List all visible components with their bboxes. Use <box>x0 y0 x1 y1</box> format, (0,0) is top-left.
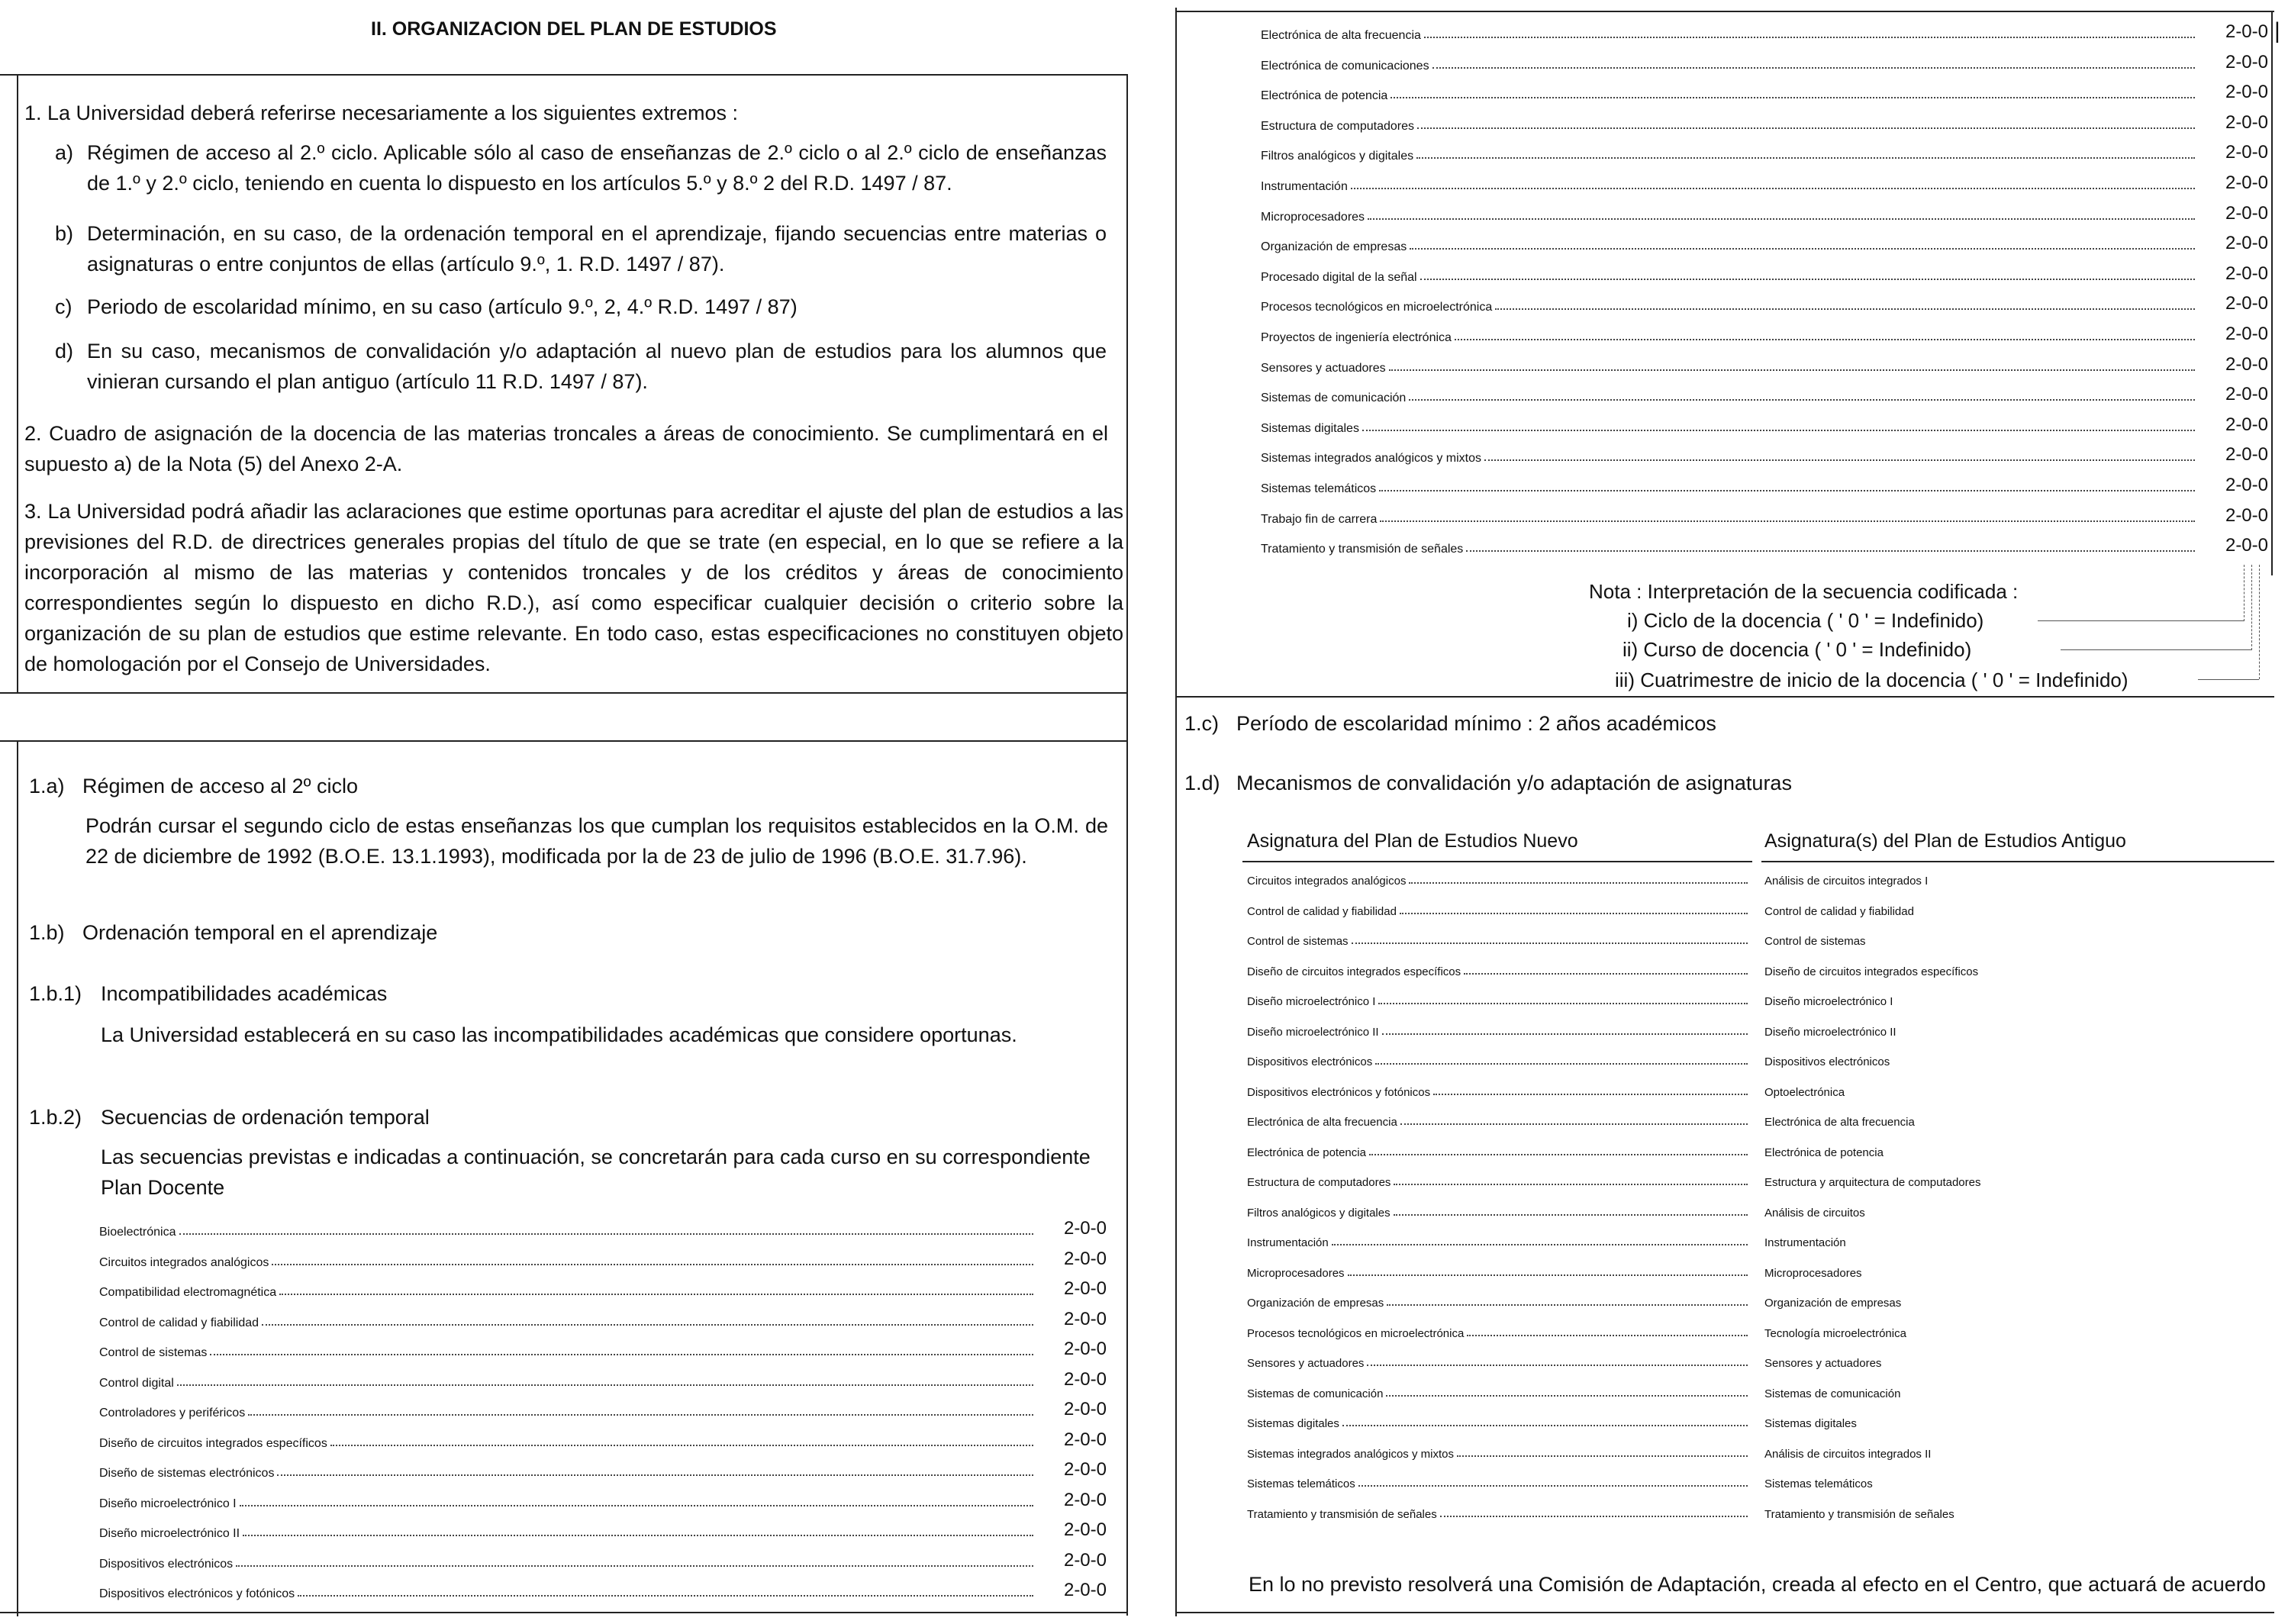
sequence-code: 2-0-0 <box>1063 1549 1107 1571</box>
sequence-code: 2-0-0 <box>2225 504 2268 526</box>
dot-leader <box>1417 127 2195 129</box>
sequence-code: 2-0-0 <box>1063 1278 1107 1299</box>
item-d-text: En su caso, mecanismos de convalidación y/o adaptación al nuevo plan de estudios para los alumnos que vinieran cursando el plan antiguo (artículo 11 R.D. 1497 / 87). <box>87 340 1107 393</box>
dot-leader <box>1416 157 2195 159</box>
section-top-rule <box>0 740 1128 742</box>
old-subject: Tecnología microelectrónica <box>1764 1326 1906 1340</box>
right-page-top-rule <box>1175 11 2274 12</box>
sequence-code: 2-0-0 <box>2225 414 2268 435</box>
nota-title: Nota : Interpretación de la secuencia codificada : <box>1589 580 2019 603</box>
dot-leader <box>298 1595 1033 1597</box>
sequence-subject: Dispositivos electrónicos y fotónicos <box>99 1587 295 1600</box>
section-1a-number: 1.a) <box>29 775 65 798</box>
sequence-code: 2-0-0 <box>1063 1519 1107 1540</box>
dot-leader <box>1409 399 2195 401</box>
sequence-subject: Procesado digital de la señal <box>1261 270 1417 284</box>
sequence-code: 2-0-0 <box>1063 1580 1107 1600</box>
table-row <box>1247 1387 1748 1400</box>
page-title: II. ORGANIZACION DEL PLAN DE ESTUDIOS <box>371 18 777 40</box>
item-c-text: Periodo de escolaridad mínimo, en su caso (artículo 9.º, 2, 4.º R.D. 1497 / 87) <box>87 295 798 318</box>
old-subject: Tratamiento y transmisión de señales <box>1764 1507 1954 1521</box>
section-1b1-title: Incompatibilidades académicas <box>101 982 388 1005</box>
dot-leader <box>1379 490 2195 491</box>
sequence-code: 2-0-0 <box>1063 1248 1107 1269</box>
item-b-marker: b) <box>55 222 74 245</box>
new-subject: Diseño microelectrónico I <box>1247 995 1376 1008</box>
sequence-row <box>99 1399 1107 1420</box>
sequence-row <box>99 1369 1107 1390</box>
dot-leader <box>1394 1184 1748 1185</box>
sequence-subject: Diseño de circuitos integrados específicos <box>99 1436 327 1450</box>
right-page-left-rule <box>1175 8 1177 1616</box>
sequence-row <box>99 1218 1107 1239</box>
dot-leader <box>1362 430 2195 431</box>
nota-item-ii: ii) Curso de docencia ( ' 0 ' = Indefinido) <box>1623 638 1972 661</box>
dot-leader <box>262 1324 1033 1326</box>
old-subject: Electrónica de alta frecuencia <box>1764 1116 1915 1129</box>
section-1b1-text: La Universidad establecerá en su caso las incompatibilidades académicas que considere oportunas. <box>101 1023 1017 1046</box>
sequence-subject: Compatibilidad electromagnética <box>99 1286 277 1299</box>
sequence-code: 2-0-0 <box>2225 172 2268 193</box>
sequence-code: 2-0-0 <box>2225 51 2268 72</box>
old-subject: Organización de empresas <box>1764 1297 1902 1310</box>
new-subject: Diseño microelectrónico II <box>1247 1025 1379 1039</box>
table-row <box>1247 1477 1748 1490</box>
old-subject: Sistemas de comunicación <box>1764 1387 1901 1400</box>
sequence-subject: Instrumentación <box>1261 180 1348 193</box>
dot-leader <box>1410 248 2195 250</box>
sequence-subject: Sistemas telemáticos <box>1261 482 1377 495</box>
sequence-subject: Control de sistemas <box>99 1346 208 1359</box>
right-page-bottom-rule <box>1175 1612 2274 1613</box>
sequence-subject: Bioelectrónica <box>99 1226 176 1239</box>
new-subject: Estructura de computadores <box>1247 1176 1391 1189</box>
dot-leader <box>1386 1395 1748 1397</box>
table-row <box>1247 995 1748 1008</box>
old-subject: Microprocesadores <box>1764 1266 1862 1280</box>
instruction-item-1: 1. La Universidad deberá referirse necesariamente a los siguientes extremos : <box>24 102 738 124</box>
sequence-subject: Electrónica de alta frecuencia <box>1261 29 1421 42</box>
box-left-rule <box>17 74 18 692</box>
sequence-code: 2-0-0 <box>2225 202 2268 224</box>
box-top-rule <box>0 74 1128 76</box>
section-1c-number: 1.c) <box>1184 712 1220 735</box>
sequence-subject: Sistemas integrados analógicos y mixtos <box>1261 452 1482 466</box>
new-subject: Sensores y actuadores <box>1247 1357 1365 1370</box>
sequence-code: 2-0-0 <box>1063 1308 1107 1329</box>
old-subject: Sistemas digitales <box>1764 1417 1857 1430</box>
item-b-text: Determinación, en su caso, de la ordenación temporal en el aprendizaje, fijando secuencias entre materias o asignaturas o entre conjuntos de ellas (artículo 9.º, 1. R.D. 1497 / 87). <box>87 222 1107 276</box>
new-subject: Sistemas integrados analógicos y mixtos <box>1247 1447 1454 1461</box>
new-subject: Filtros analógicos y digitales <box>1247 1206 1391 1220</box>
old-subject: Control de sistemas <box>1764 935 1866 948</box>
new-subject: Diseño de circuitos integrados específicos <box>1247 965 1461 978</box>
old-subject: Diseño microelectrónico I <box>1764 995 1893 1008</box>
sequence-row <box>1261 172 2268 194</box>
dot-leader <box>1382 1033 1748 1035</box>
sequence-row <box>1261 52 2268 73</box>
new-subject: Microprocesadores <box>1247 1266 1345 1280</box>
table-row <box>1247 875 1748 888</box>
item-d-marker: d) <box>55 340 74 362</box>
old-subject: Sistemas telemáticos <box>1764 1477 1873 1490</box>
new-subject: Control de calidad y fiabilidad <box>1247 904 1397 918</box>
old-subject: Optoelectrónica <box>1764 1085 1845 1099</box>
sequence-subject: Electrónica de comunicaciones <box>1261 59 1429 72</box>
section-1b2-title: Secuencias de ordenación temporal <box>101 1106 430 1129</box>
sequence-subject: Procesos tecnológicos en microelectrónica <box>1261 301 1493 314</box>
box-bottom-rule <box>0 692 1128 694</box>
old-subject: Análisis de circuitos integrados I <box>1764 875 1929 888</box>
dot-leader <box>1351 188 2195 189</box>
table-row <box>1247 1417 1748 1430</box>
dot-leader <box>1389 369 2195 371</box>
sequence-row <box>99 1278 1107 1300</box>
instruction-item-3: 3. La Universidad podrá añadir las aclaraciones que estime oportunas para acreditar el ajuste del plan de estudios a las previsiones del R.D. de directrices generales propias del título de que se trate (en especial, en lo que se refiere a la incorporación al mismo de las materias y contenidos troncales y de los créditos y áreas de conocimiento correspondientes según lo dispuesto en dicho R.D.), así como especificar cualquier decisión o criterio sobre la organización de su plan de estudios que estime relevante. En todo caso, estas especificaciones no constituyen objeto de homologación por el Consejo de Universidades. <box>24 500 1123 675</box>
table-row <box>1247 1508 1748 1521</box>
dot-leader <box>1409 882 1748 884</box>
new-subject: Dispositivos electrónicos <box>1247 1055 1373 1068</box>
sequence-subject: Circuitos integrados analógicos <box>99 1255 269 1269</box>
section-1b1-number: 1.b.1) <box>29 982 82 1005</box>
dot-leader <box>1467 1335 1748 1336</box>
dot-leader <box>1367 1365 1748 1366</box>
section-1b2-number: 1.b.2) <box>29 1106 82 1129</box>
new-subject: Sistemas digitales <box>1247 1417 1339 1430</box>
section-1b2-text: Las secuencias previstas e indicadas a continuación, se concretarán para cada curso en su correspondiente Plan Docente <box>101 1146 1091 1199</box>
sequence-subject: Sistemas de comunicación <box>1261 392 1407 405</box>
sequence-row <box>1261 233 2268 254</box>
sequence-code: 2-0-0 <box>1063 1368 1107 1390</box>
dot-leader <box>1368 218 2195 220</box>
sequence-subject: Control digital <box>99 1376 174 1390</box>
new-subject: Circuitos integrados analógicos <box>1247 875 1407 888</box>
nota-item-i: i) Ciclo de la docencia ( ' 0 ' = Indefinido) <box>1627 609 1984 632</box>
sequence-subject: Tratamiento y transmisión de señales <box>1261 543 1464 556</box>
nota-connector-ii <box>2251 565 2253 650</box>
sequence-code: 2-0-0 <box>2225 475 2268 495</box>
dot-leader <box>1394 1214 1748 1216</box>
sequence-code: 2-0-0 <box>2225 535 2268 556</box>
sequence-row <box>1261 263 2268 285</box>
dot-leader <box>1457 1455 1748 1457</box>
dot-leader <box>1387 1304 1748 1306</box>
sequence-code: 2-0-0 <box>2225 353 2268 375</box>
dot-leader <box>1380 520 2195 522</box>
sequence-subject: Sensores y actuadores <box>1261 361 1386 375</box>
old-subject: Electrónica de potencia <box>1764 1146 1884 1159</box>
old-subject: Control de calidad y fiabilidad <box>1764 904 1914 918</box>
nota-leader-i <box>2038 620 2244 621</box>
sequence-code: 2-0-0 <box>1063 1489 1107 1510</box>
right-nota-rule <box>1175 696 2274 698</box>
sequence-row <box>99 1309 1107 1330</box>
dot-leader <box>1400 913 1748 914</box>
sequence-subject: Diseño microelectrónico I <box>99 1497 237 1510</box>
dot-leader <box>210 1354 1033 1355</box>
dot-leader <box>1400 1123 1748 1125</box>
dot-leader <box>1420 279 2195 280</box>
table-row <box>1247 965 1748 978</box>
new-subject: Sistemas telemáticos <box>1247 1477 1355 1490</box>
sequence-subject: Electrónica de potencia <box>1261 89 1388 103</box>
sequence-row <box>99 1490 1107 1511</box>
sequence-subject: Trabajo fin de carrera <box>1261 512 1378 526</box>
table-header-rule-new <box>1242 861 1752 862</box>
sequence-subject: Organización de empresas <box>1261 240 1407 254</box>
sequence-row <box>1261 293 2268 314</box>
table-row <box>1247 1146 1748 1159</box>
dot-leader <box>1424 37 2195 38</box>
section-1c-text: Período de escolaridad mínimo : 2 años académicos <box>1236 712 1716 735</box>
dot-leader <box>243 1535 1033 1536</box>
sequence-row <box>1261 142 2268 163</box>
sequence-subject: Dispositivos electrónicos <box>99 1557 234 1571</box>
table-header-old: Asignatura(s) del Plan de Estudios Antiguo <box>1764 830 2126 852</box>
new-subject: Procesos tecnológicos en microelectrónica <box>1247 1326 1465 1340</box>
dot-leader <box>1342 1425 1748 1426</box>
dot-leader <box>1332 1244 1748 1245</box>
dot-leader <box>177 1384 1033 1386</box>
dot-leader <box>248 1414 1033 1416</box>
sequence-row <box>1261 354 2268 375</box>
old-subject: Diseño de circuitos integrados específicos <box>1764 965 1979 978</box>
footer-text: En lo no previsto resolverá una Comisión de Adaptación, creada al efecto en el Centro, que actuará de acuerdo <box>1249 1573 2266 1596</box>
table-row <box>1247 1026 1748 1039</box>
right-page-right-rule <box>2271 11 2273 575</box>
nota-leader-iii <box>2198 679 2259 680</box>
dot-leader <box>1375 1063 1748 1065</box>
table-row <box>1247 1327 1748 1340</box>
section-1a-text: Podrán cursar el segundo ciclo de estas enseñanzas los que cumplan los requisitos establecidos en la O.M. de 22 de diciembre de 1992 (B.O.E. 13.1.1993), modificada por la de 23 de julio de 1996 (B.O.E. 31.7.96). <box>85 814 1108 868</box>
old-subject: Instrumentación <box>1764 1236 1846 1249</box>
sequence-row <box>99 1249 1107 1270</box>
sequence-code: 2-0-0 <box>2225 82 2268 103</box>
sequence-row <box>1261 203 2268 224</box>
old-subject: Estructura y arquitectura de computadores <box>1764 1176 1981 1189</box>
table-row <box>1247 1357 1748 1370</box>
new-subject: Sistemas de comunicación <box>1247 1387 1384 1400</box>
sequence-code: 2-0-0 <box>1063 1399 1107 1419</box>
sequence-subject: Diseño microelectrónico II <box>99 1527 240 1540</box>
sequence-code: 2-0-0 <box>2225 324 2268 344</box>
page-bottom-rule <box>0 1612 1128 1613</box>
dot-leader <box>1440 1516 1748 1517</box>
table-header-rule-old <box>1761 861 2274 862</box>
sequence-code: 2-0-0 <box>1063 1339 1107 1359</box>
sequence-code: 2-0-0 <box>1063 1429 1107 1450</box>
sequence-code: 2-0-0 <box>2225 21 2268 42</box>
dot-leader <box>240 1505 1033 1506</box>
table-row <box>1247 1055 1748 1068</box>
table-row <box>1247 1086 1748 1099</box>
sequence-code: 2-0-0 <box>2225 293 2268 314</box>
section-1b-title: Ordenación temporal en el aprendizaje <box>82 921 438 944</box>
sequence-code: 2-0-0 <box>1063 1218 1107 1239</box>
sequence-row <box>99 1459 1107 1481</box>
sequence-row <box>1261 112 2268 134</box>
dot-leader <box>1455 339 2195 340</box>
sequence-code: 2-0-0 <box>2225 444 2268 466</box>
sequence-subject: Proyectos de ingeniería electrónica <box>1261 331 1452 344</box>
table-row <box>1247 1448 1748 1461</box>
table-row <box>1247 1207 1748 1220</box>
section-left-rule <box>17 740 18 1616</box>
sequence-code: 2-0-0 <box>2225 111 2268 133</box>
sequence-subject: Controladores y periféricos <box>99 1406 246 1419</box>
dot-leader <box>279 1294 1033 1295</box>
sequence-subject: Diseño de sistemas electrónicos <box>99 1467 275 1480</box>
dot-leader <box>1433 1094 1748 1095</box>
sequence-code: 2-0-0 <box>2225 233 2268 254</box>
sequence-row <box>1261 21 2268 43</box>
item-c-marker: c) <box>55 295 73 318</box>
dot-leader <box>1378 1003 1748 1004</box>
dot-leader <box>1464 973 1748 975</box>
dot-leader <box>1495 308 2195 310</box>
new-subject: Tratamiento y transmisión de señales <box>1247 1507 1437 1521</box>
table-row <box>1247 1116 1748 1129</box>
new-subject: Electrónica de alta frecuencia <box>1247 1116 1397 1129</box>
dot-leader <box>330 1445 1033 1446</box>
dot-leader <box>1348 1274 1748 1276</box>
sequence-row <box>1261 444 2268 466</box>
sequence-subject: Sistemas digitales <box>1261 421 1359 435</box>
sequence-row <box>99 1429 1107 1451</box>
dot-leader <box>1358 1485 1748 1487</box>
margin-mark: | <box>2274 18 2280 44</box>
dot-leader <box>272 1264 1033 1265</box>
section-1d-number: 1.d) <box>1184 772 1220 794</box>
dot-leader <box>1391 97 2195 98</box>
page-right-rule <box>1126 74 1128 1616</box>
new-subject: Organización de empresas <box>1247 1297 1384 1310</box>
dot-leader <box>1466 550 2195 552</box>
sequence-row <box>1261 82 2268 103</box>
sequence-row <box>1261 505 2268 527</box>
sequence-row <box>1261 414 2268 436</box>
sequence-code: 2-0-0 <box>1063 1459 1107 1480</box>
table-header-new: Asignatura del Plan de Estudios Nuevo <box>1247 830 1578 852</box>
sequence-code: 2-0-0 <box>2225 142 2268 163</box>
old-subject: Diseño microelectrónico II <box>1764 1025 1896 1039</box>
table-row <box>1247 1176 1748 1189</box>
dot-leader <box>1369 1154 1748 1155</box>
sequence-subject: Estructura de computadores <box>1261 119 1414 133</box>
sequence-code: 2-0-0 <box>2225 384 2268 405</box>
sequence-code: 2-0-0 <box>2225 263 2268 284</box>
table-row <box>1247 1236 1748 1249</box>
item-a-text: Régimen de acceso al 2.º ciclo. Aplicable sólo al caso de enseñanzas de 2.º ciclo o al 2.º ciclo de enseñanzas de 1.º y 2.º ciclo, teniendo en cuenta lo dispuesto en los artículos 5.º y 8.º 2 del R.D. 1497 / 87. <box>87 141 1107 195</box>
dot-leader <box>277 1474 1033 1476</box>
sequence-subject: Control de calidad y fiabilidad <box>99 1316 259 1329</box>
new-subject: Electrónica de potencia <box>1247 1146 1366 1159</box>
old-subject: Sensores y actuadores <box>1764 1357 1882 1370</box>
new-subject: Dispositivos electrónicos y fotónicos <box>1247 1085 1431 1099</box>
sequence-row <box>1261 324 2268 345</box>
sequence-row <box>99 1339 1107 1360</box>
old-subject: Análisis de circuitos integrados II <box>1764 1447 1932 1461</box>
new-subject: Control de sistemas <box>1247 935 1349 948</box>
instruction-item-2: 2. Cuadro de asignación de la docencia de las materias troncales a áreas de conocimiento. Se cumplimentará en el supuesto a) de la Nota (5) del Anexo 2-A. <box>24 422 1108 475</box>
nota-connector-iii <box>2259 565 2261 679</box>
dot-leader <box>1484 459 2195 461</box>
sequence-row <box>1261 475 2268 496</box>
nota-leader-ii <box>2061 649 2251 650</box>
old-subject: Dispositivos electrónicos <box>1764 1055 1890 1068</box>
table-row <box>1247 1297 1748 1310</box>
table-row <box>1247 905 1748 918</box>
sequence-row <box>99 1580 1107 1601</box>
dot-leader <box>236 1565 1033 1567</box>
sequence-row <box>1261 384 2268 405</box>
section-1d-title: Mecanismos de convalidación y/o adaptación de asignaturas <box>1236 772 1792 794</box>
sequence-row <box>1261 535 2268 556</box>
table-row <box>1247 1267 1748 1280</box>
item-a-marker: a) <box>55 141 74 164</box>
old-subject: Análisis de circuitos <box>1764 1206 1865 1220</box>
section-1b-number: 1.b) <box>29 921 65 944</box>
new-subject: Instrumentación <box>1247 1236 1329 1249</box>
nota-connector-i <box>2244 565 2245 621</box>
table-row <box>1247 935 1748 948</box>
sequence-row <box>99 1519 1107 1541</box>
sequence-subject: Microprocesadores <box>1261 210 1365 224</box>
section-1a-title: Régimen de acceso al 2º ciclo <box>82 775 359 798</box>
dot-leader <box>1352 942 1748 944</box>
sequence-row <box>99 1550 1107 1571</box>
sequence-subject: Filtros analógicos y digitales <box>1261 150 1414 163</box>
dot-leader <box>179 1233 1033 1235</box>
dot-leader <box>1432 67 2195 69</box>
nota-item-iii: iii) Cuatrimestre de inicio de la docencia ( ' 0 ' = Indefinido) <box>1615 669 2128 691</box>
